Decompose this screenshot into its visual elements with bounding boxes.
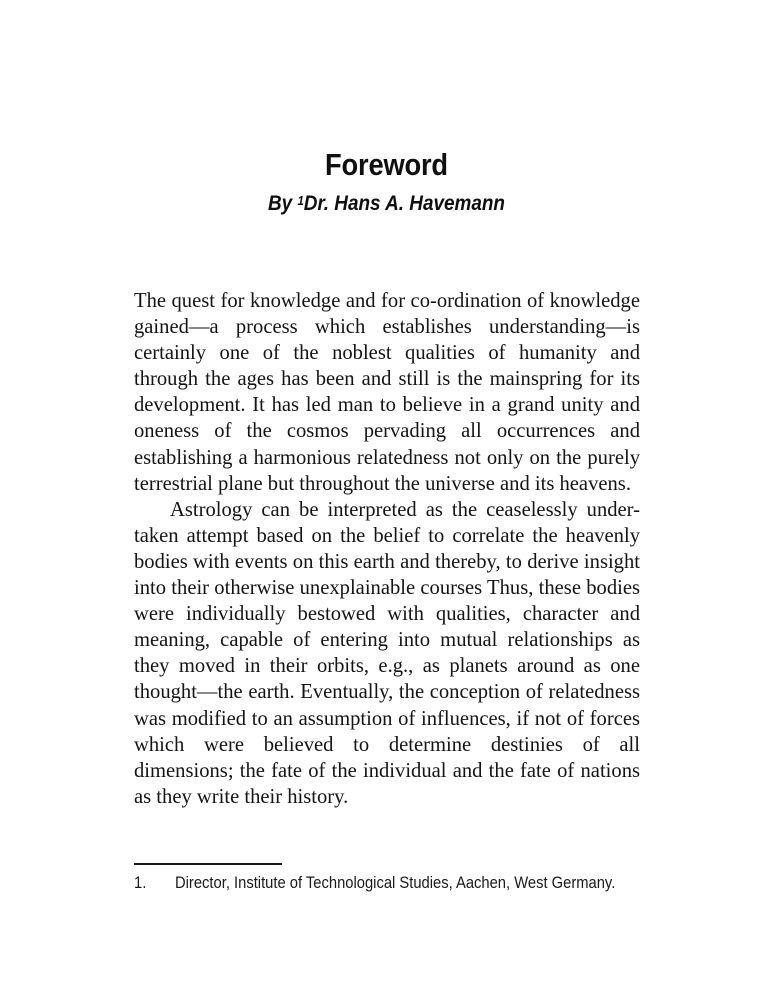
- body-text-column: [134, 288, 640, 810]
- footnote-text: Director, Institute of Technological Studies, Aachen, West Germany.: [175, 874, 616, 892]
- byline-prefix: By: [267, 191, 298, 215]
- footnote-separator-rule: [134, 863, 282, 865]
- footnote-zone: [134, 863, 640, 893]
- body-paragraph-1: The quest for knowledge and for co-ordination of knowledge gained—a process which establishes understanding—is certainly one of the noblest qualities of humanity and through the ages has been and still is the mainspring for its development. It has led man to believe in a grand unity and oneness of the cosmos pervading all occurrences and establishing a harmonious relatedness not only on the purely terrestrial plane but throughout the universe and its heavens.: [134, 290, 640, 495]
- byline-author-name: Dr. Hans A. Havemann: [303, 191, 505, 215]
- heading-block: [0, 148, 773, 216]
- body-paragraph-2: Astrology can be interpreted as the ceaselessly under-taken attempt based on the belief to correlate the heavenly bodies with events on this earth and thereby, to derive insight into their otherwise unexplainable courses Thus, these bodies were individually bestowed with qualities, character and meaning, capable of entering into mutual relationships as they moved in their orbits, e.g., as planets around as one thought—the earth. Eventually, the conception of relatedness was modified to an assumption of influences, if not of forces which were believed to determine destinies of all dimensions; the fate of the individual and the fate of nations as they write their history.: [134, 498, 640, 808]
- author-byline: [46, 188, 726, 216]
- page-title: Foreword: [325, 147, 448, 182]
- footnote-item: [134, 873, 640, 893]
- footnote-marker: 1.: [134, 874, 147, 892]
- footnote-reference-marker: 1: [297, 193, 304, 208]
